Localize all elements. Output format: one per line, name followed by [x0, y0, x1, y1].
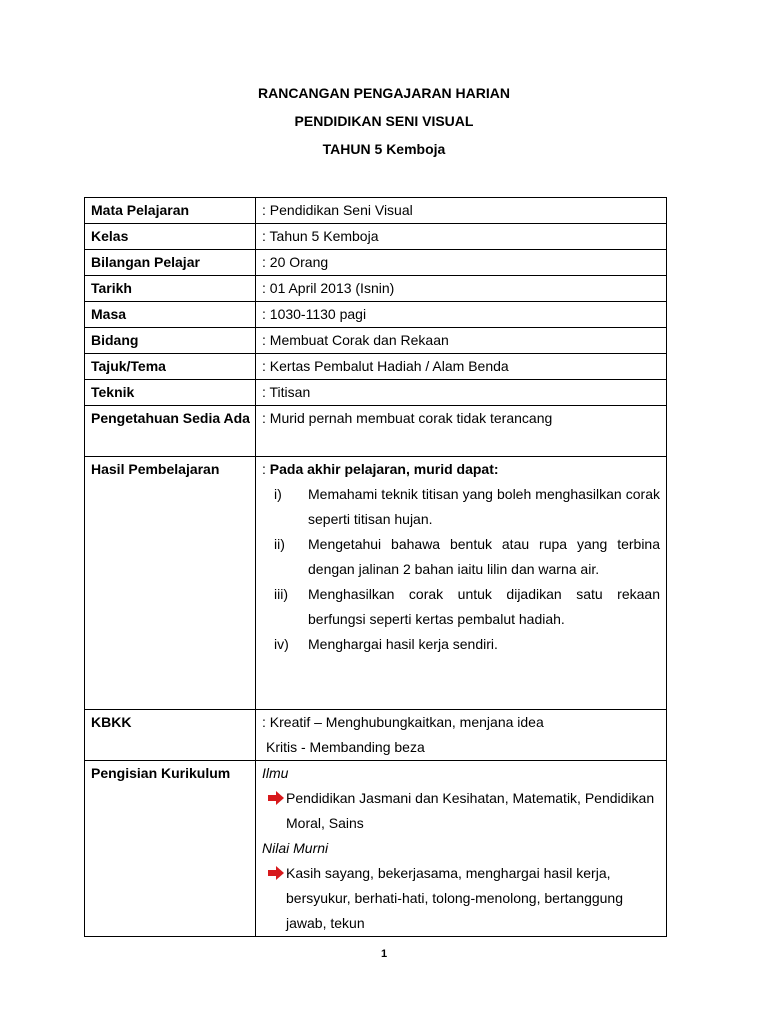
table-row	[85, 276, 667, 302]
list-item-text: Mengetahui bahawa bentuk atau rupa yang terbina dengan jalinan 2 bahan iaitu lilin dan warna air.	[308, 536, 660, 577]
table-row-pengisian-kurikulum	[85, 761, 667, 937]
lesson-plan-table	[84, 197, 667, 937]
hasil-colon: :	[262, 461, 270, 477]
row-value: : Membuat Corak dan Rekaan	[256, 328, 667, 354]
list-item-number: ii)	[274, 536, 285, 552]
arrow-right-icon	[262, 861, 286, 936]
list-item-text: Menghargai hasil kerja sendiri.	[308, 636, 498, 652]
page-number: 1	[380, 948, 388, 960]
table-row	[85, 406, 667, 457]
list-item	[262, 582, 662, 632]
list-item-text: Kasih sayang, bekerjasama, menghargai hasil kerja, bersyukur, berhati-hati, tolong-menolong, bertanggung jawab, tekun	[286, 865, 623, 931]
table-row	[85, 198, 667, 224]
row-label: KBKK	[85, 710, 256, 761]
table-row	[85, 354, 667, 380]
list-item-text: Pendidikan Jasmani dan Kesihatan, Matematik, Pendidikan Moral, Sains	[286, 790, 655, 831]
row-label: Teknik	[85, 380, 256, 406]
row-value: : Pendidikan Seni Visual	[256, 198, 667, 224]
heading-nilai-murni: Nilai Murni	[262, 840, 329, 856]
title-line-1: RANCANGAN PENGAJARAN HARIAN	[257, 85, 510, 101]
table-row	[85, 224, 667, 250]
table-row	[85, 250, 667, 276]
row-value-hasil	[256, 457, 667, 710]
title-line-2: PENDIDIKAN SENI VISUAL	[294, 113, 474, 129]
list-item-number: i)	[274, 486, 282, 502]
list-item-number: iii)	[274, 586, 288, 602]
table-row-hasil-pembelajaran	[85, 457, 667, 710]
title-line-3: TAHUN 5 Kemboja	[322, 141, 446, 157]
arrow-right-icon	[262, 786, 286, 836]
list-item-text: Menghasilkan corak untuk dijadikan satu rekaan berfungsi seperti kertas pembalut hadiah.	[308, 586, 660, 627]
row-value: : Tahun 5 Kemboja	[256, 224, 667, 250]
table-row	[85, 328, 667, 354]
hasil-intro: Pada akhir pelajaran, murid dapat:	[269, 461, 499, 477]
list-item-number: iv)	[274, 636, 289, 652]
document-title-block	[0, 84, 768, 158]
row-value: : Kertas Pembalut Hadiah / Alam Benda	[256, 354, 667, 380]
list-item	[262, 861, 662, 936]
row-label: Pengetahuan Sedia Ada	[85, 406, 256, 457]
row-label: Tajuk/Tema	[85, 354, 256, 380]
objectives-list	[262, 482, 662, 657]
table-row	[85, 302, 667, 328]
row-value: : 1030-1130 pagi	[256, 302, 667, 328]
row-label: Mata Pelajaran	[85, 198, 256, 224]
table-row-kbkk	[85, 710, 667, 761]
row-label: Masa	[85, 302, 256, 328]
row-value-pengisian	[256, 761, 667, 937]
table-row	[85, 380, 667, 406]
list-item	[262, 632, 662, 657]
row-value-kbkk	[256, 710, 667, 761]
list-item	[262, 786, 662, 836]
heading-ilmu: Ilmu	[262, 765, 289, 781]
kbkk-line-1: : Kreatif – Menghubungkaitkan, menjana idea	[262, 714, 544, 730]
list-item-text: Memahami teknik titisan yang boleh menghasilkan corak seperti titisan hujan.	[308, 486, 660, 527]
list-item	[262, 532, 662, 582]
row-value: : Titisan	[256, 380, 667, 406]
row-value: : 20 Orang	[256, 250, 667, 276]
row-label: Bidang	[85, 328, 256, 354]
row-label: Kelas	[85, 224, 256, 250]
row-label: Pengisian Kurikulum	[85, 761, 256, 937]
row-value: : 01 April 2013 (Isnin)	[256, 276, 667, 302]
row-label: Tarikh	[85, 276, 256, 302]
list-item	[262, 482, 662, 532]
row-label: Hasil Pembelajaran	[85, 457, 256, 710]
row-label: Bilangan Pelajar	[85, 250, 256, 276]
row-value: : Murid pernah membuat corak tidak terancang	[256, 406, 667, 457]
kbkk-line-2: Kritis - Membanding beza	[266, 739, 425, 755]
